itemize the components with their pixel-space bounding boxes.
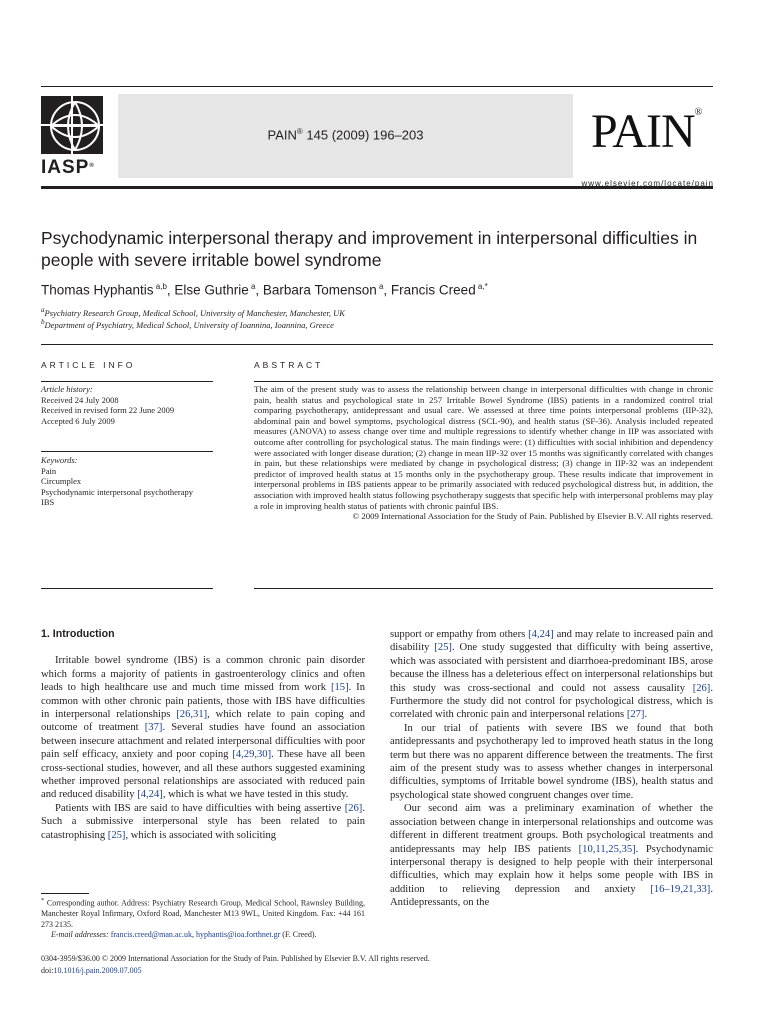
doi-prefix: doi: <box>41 966 54 975</box>
email-separator: , <box>192 930 197 940</box>
email-suffix: (F. Creed). <box>280 930 317 940</box>
journal-reference <box>118 127 573 142</box>
citation-link[interactable]: [16–19,21,33] <box>650 883 711 895</box>
pain-logo-mark: ® <box>694 107 702 118</box>
page-footer <box>41 953 430 977</box>
body-paragraph <box>390 802 713 909</box>
author-name[interactable]: Else Guthrie <box>174 282 249 298</box>
citation-link[interactable]: [27] <box>626 709 645 721</box>
iasp-logo-icon <box>41 96 103 154</box>
body-paragraph <box>390 722 713 802</box>
author-affil-mark: a <box>376 282 384 291</box>
abstract-copyright: © 2009 International Association for the Study of Pain. Published by Elsevier B.V. All rights reserved. <box>352 511 713 522</box>
email-label: E-mail addresses: <box>51 930 109 940</box>
keywords-label: Keywords: <box>41 455 78 465</box>
pain-logo <box>591 104 701 159</box>
iasp-mark: ® <box>89 163 95 169</box>
text-run: Our second aim was a preliminary examination of whether the association between change in interpersonal relationships and outcome was different in different treatment groups. Both psychological treatments and antidepressants may help IBS patients <box>390 803 713 855</box>
text-run: . These have all been cross-sectional studies, however, and all these authors suggested examining whether improved personal relationships are associated with reduced pain and reduced disability <box>41 749 365 801</box>
author-name[interactable]: Thomas Hyphantis <box>41 282 154 298</box>
article-title: Psychodynamic interpersonal therapy and improvement in interpersonal difficulties in people with severe irritable bowel syndrome <box>41 228 698 270</box>
citation-link[interactable]: [4,24] <box>137 789 163 801</box>
abstract-heading: ABSTRACT <box>254 360 324 370</box>
affiliation-mark: a <box>41 306 45 314</box>
text-run: Patients with IBS are said to have difficulties with being assertive <box>55 802 345 814</box>
pain-logo-text: PAIN <box>591 105 695 158</box>
history-item: Received in revised form 22 June 2009 <box>41 405 175 415</box>
text-run: , which is associated with soliciting <box>125 829 277 841</box>
journal-url[interactable]: www.elsevier.com/locate/pain <box>581 179 714 188</box>
keyword-item: Circumplex <box>41 476 82 486</box>
iasp-text: IASP <box>41 157 90 178</box>
body-column-left <box>41 628 365 842</box>
footnote-mark: * <box>41 897 45 904</box>
section-heading: 1. Introduction <box>41 628 115 640</box>
citation-link[interactable]: [26,31] <box>176 709 208 721</box>
citation-link[interactable]: [4,24] <box>528 629 554 640</box>
citation-link[interactable]: [10,11,25,35] <box>578 843 636 855</box>
info-bottom-rule <box>41 588 213 589</box>
citation-link[interactable]: [37] <box>144 722 163 734</box>
registered-mark: ® <box>296 127 303 136</box>
author-separator: , <box>166 282 175 298</box>
affiliation <box>41 318 334 330</box>
author-name[interactable]: Barbara Tomenson <box>262 282 377 298</box>
citation-link[interactable]: [15] <box>330 682 349 694</box>
abstract-bottom-rule <box>254 588 713 589</box>
article-info-rule <box>41 381 213 382</box>
affiliation <box>41 306 345 318</box>
info-top-rule <box>41 344 713 345</box>
author-separator: , <box>255 282 263 298</box>
text-run: . In common with other chronic pain patients, those with IBS have difficulties in interpersonal relationships <box>41 682 365 721</box>
doi-link[interactable]: 10.1016/j.pain.2009.07.005 <box>53 966 142 975</box>
footnote <box>41 896 365 941</box>
author-separator: , <box>383 282 391 298</box>
keyword-item: Psychodynamic interpersonal psychotherapy <box>41 486 194 497</box>
author-list <box>41 282 488 298</box>
author-name[interactable]: Francis Creed <box>390 282 476 298</box>
author-affil-mark: a,b <box>153 282 167 291</box>
author-affil-mark: a <box>248 282 256 291</box>
email-link[interactable]: francis.creed@man.ac.uk <box>110 930 193 940</box>
affiliation-text: Department of Psychiatry, Medical School, University of Ioannina, Ioannina, Greece <box>44 319 334 330</box>
text-run: Irritable bowel syndrome (IBS) is a common chronic pain disorder which forms a majority of patients in gastroenterology clinics and often leads to high healthcare use and much time missed from work <box>41 655 365 694</box>
article-history <box>41 384 213 426</box>
text-run: . Psychodynamic interpersonal therapy is designed to help people with their interpersonal difficulties, which may explain how it helps some people with IBS in addition to relieving depression and anxiety <box>390 843 713 895</box>
citation-link[interactable]: [25] <box>434 642 452 654</box>
keyword-item: Pain <box>41 465 57 476</box>
text-run: In our trial of patients with severe IBS we found that both antidepressants and psychotherapy led to improved heath status in the long term but there was no apparent difference between the treatments. The first aim of the present study was to assess whether changes in interpersonal difficulties, symptoms of Irritable bowel syndrome (IBS), health status and psychological state showed congruent changes over time. <box>390 722 713 801</box>
issn-line: 0304-3959/$36.00 © 2009 International Association for the Study of Pain. Published by Elsevier B.V. All rights reserved. <box>41 954 430 963</box>
abstract-rule <box>254 381 713 382</box>
journal-volume: 145 (2009) 196–203 <box>302 127 424 143</box>
citation-link[interactable]: [26] <box>344 802 363 814</box>
history-label: Article history: <box>41 384 93 394</box>
text-run: support or empathy from others <box>390 629 529 640</box>
keyword-item: IBS <box>41 497 55 507</box>
citation-link[interactable]: [26] <box>692 682 711 694</box>
abstract-text: The aim of the present study was to assess the relationship between change in interpersonal difficulties with change in chronic pain, health status and psychological state in 257 Irritable Bowel Syndrome (IBS) patients in a randomized control trial comparing psychotherapy, antidepressant and usual care. We assessed at three time points interpersonal problems (IIP-32), abdominal pain and bowel symptoms, psychological distress (SCL-90), and health status (SF-36). Analysis included repeated measures (ANOVA) to assess change over time and multiple regressions to identify whether change in IIP was associated with outcome after controlling for psychological status. The main findings were: (1) difficulties with social inhibition and dependency were associated with longer disease duration; (2) change in mean IIP-32 over 15 months was significantly correlated with changes in pain, but these relationships were mediated by change in psychological distress; (3) change in IIP-32 was an independent predictor of improved health status at 15 months only in the psychotherapy group. These results indicate that improvement in interpersonal problems in IBS patients appear to be primarily associated with reduced psychological distress but, in addition, the association with improved health status following psychotherapy suggests that specific help with interpersonal problems may play a role in improving health status of patients with chronic painful IBS. <box>254 384 713 511</box>
history-item: Received 24 July 2008 <box>41 394 119 405</box>
article-info-heading: ARTICLE INFO <box>41 360 136 370</box>
text-run: , which relate to pain coping and outcome of treatment <box>41 709 365 734</box>
body-paragraph <box>41 802 365 842</box>
author-affil-mark: a,* <box>475 282 488 291</box>
body-paragraph <box>390 628 713 722</box>
text-run: . Furthermore the study did not control for psychological distress, which is correlated with chronic pain and interpersonal relations <box>390 682 713 721</box>
text-run: . <box>644 709 648 721</box>
footnote-rule <box>41 893 89 894</box>
text-run: . One study suggested that difficulty with being assertive, which was associated with persistent and diarrhoea-predominant IBS, arose because the illness has a deleterious effect on interpersonal relationships but this study was cross-sectional and could not assess causality <box>390 642 713 694</box>
iasp-wordmark <box>41 157 95 179</box>
abstract-body <box>254 384 713 522</box>
text-run: . Antidepressants, on the <box>390 883 713 909</box>
text-run: and may relate to increased pain and disability <box>390 629 713 654</box>
affiliation-mark: b <box>41 318 45 326</box>
text-run: . Such a submissive interpersonal style has been related to pain catastrophising <box>41 802 365 841</box>
top-rule <box>41 86 713 87</box>
citation-link[interactable]: [25] <box>107 829 126 841</box>
body-paragraph <box>41 654 365 801</box>
text-run: . Several studies have found an association between insecure attachment and related interpersonal difficulties with poor pain self efficacy, anxiety and poor coping <box>41 722 365 761</box>
citation-link[interactable]: [4,29,30] <box>232 749 272 761</box>
history-item: Accepted 6 July 2009 <box>41 415 115 426</box>
keywords-rule <box>41 451 213 452</box>
footnote-text: Corresponding author. Address: Psychiatry Research Group, Medical School, Rawnsley Building, Manchester Royal Infirmary, Oxford Road, Manchester M13 9WL, United Kingdom. Fax: +44 161 273 2135. <box>41 898 365 929</box>
email-link[interactable]: hyphantis@ioa.forthnet.gr <box>196 930 281 940</box>
journal-name: PAIN <box>267 127 297 143</box>
affiliation-text: Psychiatry Research Group, Medical School, University of Manchester, Manchester, UK <box>44 307 345 318</box>
keywords <box>41 455 213 508</box>
text-run: , which is what we have tested in this study. <box>162 789 349 801</box>
body-column-right <box>390 628 713 910</box>
